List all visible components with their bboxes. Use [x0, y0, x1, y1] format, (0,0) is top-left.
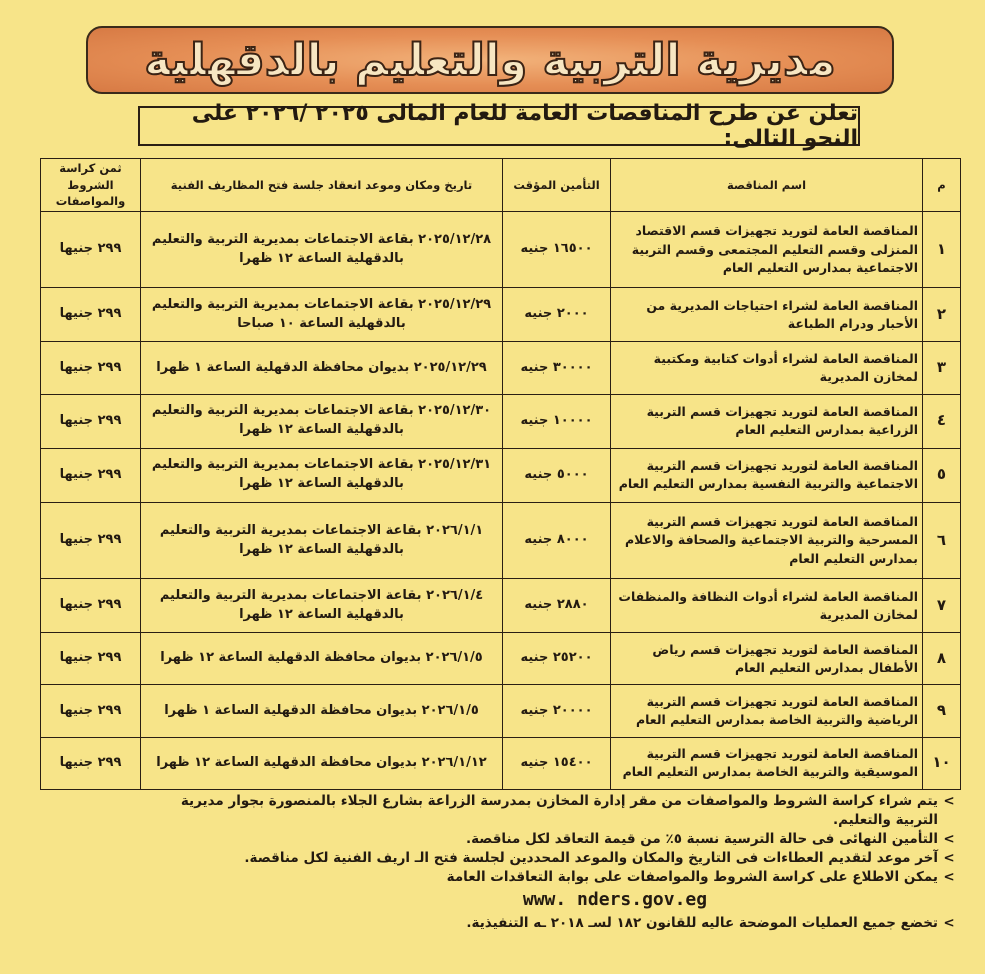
- bullet-icon: >: [943, 793, 955, 809]
- tender-price: ٢٩٩ جنيها: [41, 288, 141, 342]
- table-row: [41, 288, 961, 342]
- tender-name: المناقصة العامة لتوريد تجهيزات قسم التربية الموسيقية والتربية الخاصة بمدارس التعليم العام: [611, 737, 923, 789]
- tender-price: ٢٩٩ جنيها: [41, 212, 141, 288]
- row-num: ٦: [923, 502, 961, 578]
- header-insurance: التأمين المؤقت: [503, 159, 611, 212]
- note-text: يمكن الاطلاع على كراسة الشروط والمواصفات على بوابة التعاقدات العامة: [446, 868, 938, 885]
- header-name: اسم المناقصة: [611, 159, 923, 212]
- row-num: ٤: [923, 394, 961, 448]
- tender-insurance: ٥٠٠٠ جنيه: [503, 448, 611, 502]
- row-num: ٩: [923, 685, 961, 737]
- row-num: ٥: [923, 448, 961, 502]
- tender-insurance: ١٥٤٠٠ جنيه: [503, 737, 611, 789]
- tender-name: المناقصة العامة لتوريد تجهيزات قسم التربية الرياضية والتربية الخاصة بمدارس التعليم العام: [611, 685, 923, 737]
- tender-name: المناقصة العامة لتوريد تجهيزات قسم التربية الزراعية بمدارس التعليم العام: [611, 394, 923, 448]
- tender-insurance: ١٠٠٠٠ جنيه: [503, 394, 611, 448]
- bullet-icon: >: [943, 830, 955, 847]
- table-row: [41, 737, 961, 789]
- tender-datetime: ٢٠٢٥/١٢/٣١ بقاعة الاجتماعات بمديرية التربية والتعليم بالدقهلية الساعة ١٢ ظهرا: [141, 448, 503, 502]
- tender-name: المناقصة العامة لتوريد تجهيزات قسم التربية الاجتماعية والتربية النفسية بمدارس التعليم العام: [611, 448, 923, 502]
- header-num: م: [923, 159, 961, 212]
- tender-insurance: ٣٠٠٠٠ جنيه: [503, 342, 611, 394]
- tender-datetime: ٢٠٢٦/١/٥ بديوان محافظة الدقهلية الساعة ١ ظهرا: [141, 685, 503, 737]
- table-row: [41, 685, 961, 737]
- tender-name: المناقصة العامة لتوريد تجهيزات قسم التربية المسرحية والتربية الاجتماعية والصحافة والاعلام بمدارس التعليم العام: [611, 502, 923, 578]
- note-item: [30, 914, 960, 933]
- row-num: ٧: [923, 579, 961, 633]
- header-datetime: تاريخ ومكان وموعد انعقاد جلسة فتح المظاريف الفنية: [141, 159, 503, 212]
- note-text: تخضع جميع العمليات الموضحة عاليه للقانون ١٨٢ لسـ ٢٠١٨ ـه التنفيذية.: [466, 914, 938, 931]
- banner-title: مديرية التربية والتعليم بالدقهلية: [144, 34, 836, 86]
- bullet-icon: >: [943, 849, 955, 866]
- note-item: [30, 830, 960, 849]
- tender-price: ٢٩٩ جنيها: [41, 342, 141, 394]
- note-text: يتم شراء كراسة الشروط والمواصفات من مقر إدارة المخازن بمدرسة الزراعة بشارع الجلاء بالمنصورة بجوار مديرية: [180, 793, 938, 809]
- note-text: التأمين النهائى فى حالة الترسية نسبة ٥٪ من قيمة التعاقد لكل مناقصة.: [465, 830, 938, 847]
- tender-insurance: ٢٨٨٠ جنيه: [503, 579, 611, 633]
- tender-name: المناقصة العامة لشراء أدوات النظافة والمنظفات لمخازن المديرية: [611, 579, 923, 633]
- tender-price: ٢٩٩ جنيها: [41, 633, 141, 685]
- bullet-icon: >: [943, 914, 955, 931]
- tender-name: المناقصة العامة لتوريد تجهيزات قسم رياض الأطفال بمدارس التعليم العام: [611, 633, 923, 685]
- tender-datetime: ٢٠٢٦/١/٤ بقاعة الاجتماعات بمديرية التربية والتعليم بالدقهلية الساعة ١٢ ظهرا: [141, 579, 503, 633]
- tender-name: المناقصة العامة لتوريد تجهيزات قسم الاقتصاد المنزلى وقسم التعليم المجتمعى وقسم التربية الاجتماعية بمدارس التعليم العام: [611, 212, 923, 288]
- tender-datetime: ٢٠٢٦/١/١ بقاعة الاجتماعات بمديرية التربية والتعليم بالدقهلية الساعة ١٢ ظهرا: [141, 502, 503, 578]
- note-item: [30, 792, 960, 811]
- row-num: ٣: [923, 342, 961, 394]
- notes-list: [30, 792, 960, 933]
- tender-insurance: ٢٥٢٠٠ جنيه: [503, 633, 611, 685]
- tender-datetime: ٢٠٢٦/١/٥ بديوان محافظة الدقهلية الساعة ١٢ ظهرا: [141, 633, 503, 685]
- tender-insurance: ٨٠٠٠ جنيه: [503, 502, 611, 578]
- tender-datetime: ٢٠٢٥/١٢/٢٨ بقاعة الاجتماعات بمديرية التربية والتعليم بالدقهلية الساعة ١٢ ظهرا: [141, 212, 503, 288]
- table-row: [41, 448, 961, 502]
- table-row: [41, 342, 961, 394]
- tender-price: ٢٩٩ جنيها: [41, 502, 141, 578]
- table-row: [41, 502, 961, 578]
- tender-price: ٢٩٩ جنيها: [41, 737, 141, 789]
- table-row: [41, 579, 961, 633]
- row-num: ٢: [923, 288, 961, 342]
- row-num: ١٠: [923, 737, 961, 789]
- table-header-row: [41, 159, 961, 212]
- tender-insurance: ٢٠٠٠٠ جنيه: [503, 685, 611, 737]
- tender-name: المناقصة العامة لشراء أدوات كتابية ومكتبية لمخازن المديرية: [611, 342, 923, 394]
- title-banner: [86, 26, 894, 94]
- tender-datetime: ٢٠٢٥/١٢/٢٩ بديوان محافظة الدقهلية الساعة ١ ظهرا: [141, 342, 503, 394]
- tender-insurance: ١٦٥٠٠ جنيه: [503, 212, 611, 288]
- tender-datetime: ٢٠٢٥/١٢/٣٠ بقاعة الاجتماعات بمديرية التربية والتعليم بالدقهلية الساعة ١٢ ظهرا: [141, 394, 503, 448]
- note-item: [30, 868, 960, 887]
- header-price: ثمن كراسة الشروط والمواصفات: [41, 159, 141, 212]
- tender-price: ٢٩٩ جنيها: [41, 448, 141, 502]
- tender-name: المناقصة العامة لشراء احتياجات المديرية من الأحبار ودرام الطباعة: [611, 288, 923, 342]
- tenders-table: [40, 158, 961, 790]
- note-continuation: التربية والتعليم.: [832, 811, 938, 828]
- tender-datetime: ٢٠٢٦/١/١٢ بديوان محافظة الدقهلية الساعة ١٢ ظهرا: [141, 737, 503, 789]
- portal-url[interactable]: www. nders.gov.eg: [522, 889, 708, 911]
- tender-price: ٢٩٩ جنيها: [41, 579, 141, 633]
- subheading-text: تعلن عن طرح المناقصات العامة للعام المالى ٢٠٢٥ /٢٠٢٦ على النحو التالى:: [191, 101, 858, 151]
- table-row: [41, 212, 961, 288]
- row-num: ١: [923, 212, 961, 288]
- table-row: [41, 633, 961, 685]
- table-row: [41, 394, 961, 448]
- tender-price: ٢٩٩ جنيها: [41, 685, 141, 737]
- note-item: [30, 849, 960, 868]
- announcement-subheading: [138, 101, 860, 151]
- tender-datetime: ٢٠٢٥/١٢/٢٩ بقاعة الاجتماعات بمديرية التربية والتعليم بالدقهلية الساعة ١٠ صباحا: [141, 288, 503, 342]
- tender-price: ٢٩٩ جنيها: [41, 394, 141, 448]
- note-text: آخر موعد لتقديم العطاءات فى التاريخ والمكان والموعد المحددين لجلسة فتح الـ اريف الفنية لكل مناقصة.: [244, 849, 938, 866]
- tender-insurance: ٢٠٠٠ جنيه: [503, 288, 611, 342]
- row-num: ٨: [923, 633, 961, 685]
- bullet-icon: >: [943, 868, 955, 885]
